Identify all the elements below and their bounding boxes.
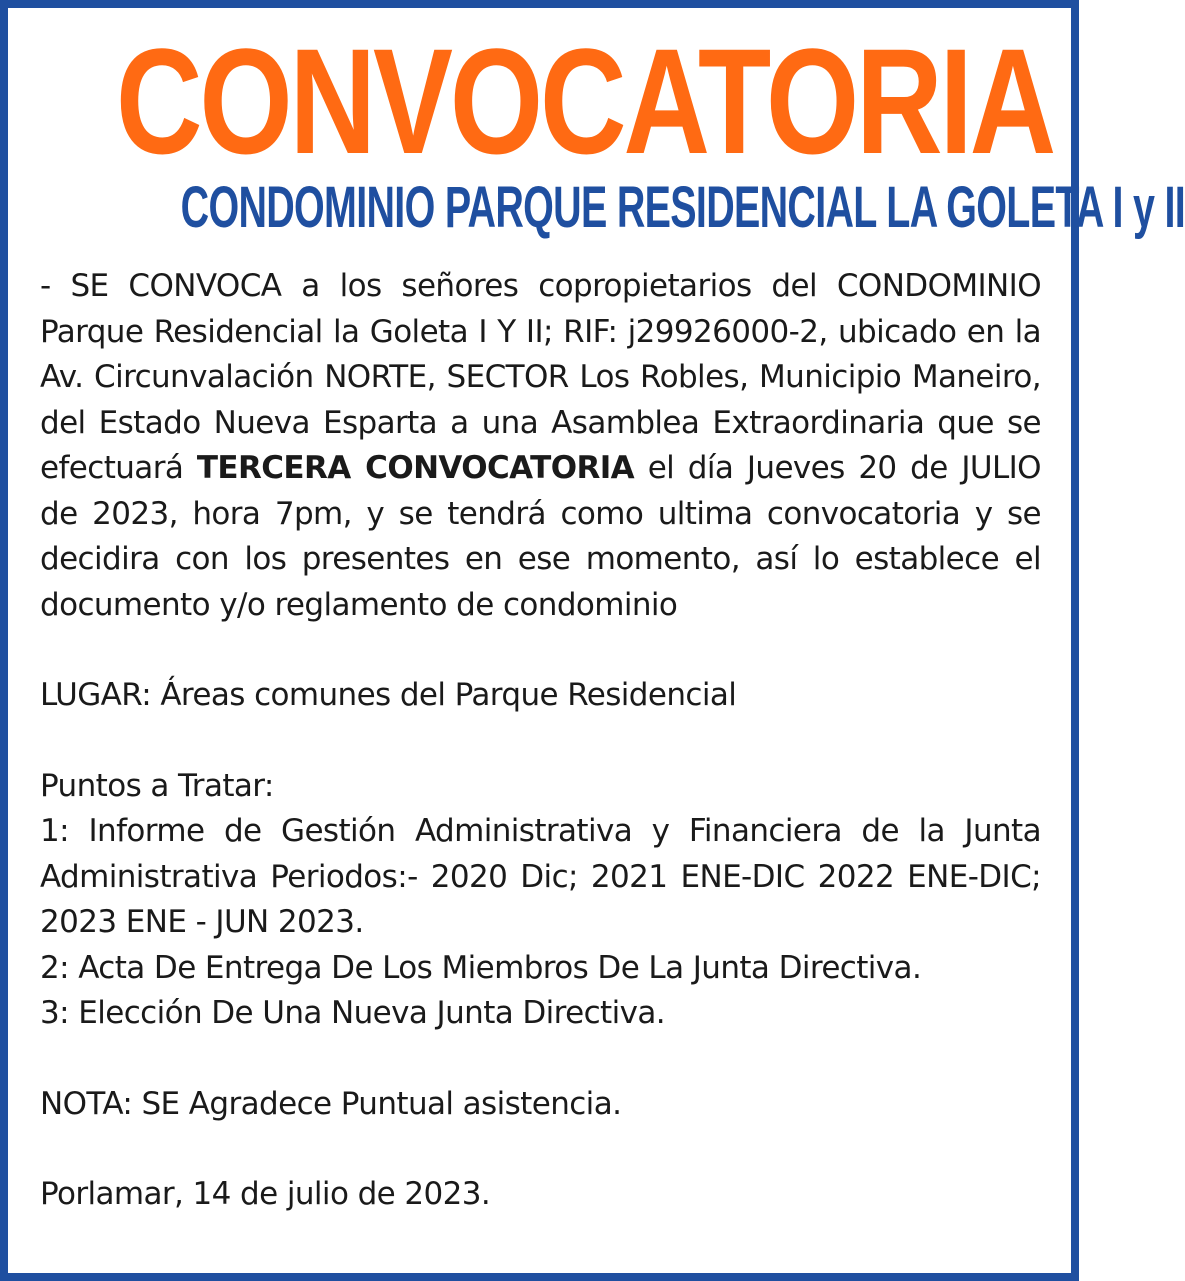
page-subtitle: CONDOMINIO PARQUE RESIDENCIAL LA GOLETA I y II (180, 175, 1185, 240)
intro-bold-text: TERCERA CONVOCATORIA (196, 450, 635, 486)
intro-text-part1: - SE CONVOCA a los señores copropietarios del CONDOMINIO Parque Residencial la Goleta I Y II; RIF: j29926000-2, ubicado en la Av. Circunvalación NORTE, SECTOR Los Robles, Municipio Maneiro, del Estado Nueva Esparta a una Asamblea Extraordinaria que se efectuará (40, 268, 1041, 486)
lugar-line: LUGAR: Áreas comunes del Parque Residencial (40, 677, 737, 713)
puntos-item-3: 3: Elección De Una Nueva Junta Directiva. (40, 995, 666, 1031)
date-signature-line: Porlamar, 14 de julio de 2023. (40, 1176, 491, 1212)
intro-text-part2: el día Jueves 20 de JULIO de 2023, hora 7pm, y se tendrá como ultima convocatoria y se decidira con los presentes en ese momento, así lo establece el documento y/o reglamento de condominio (40, 450, 1041, 623)
puntos-item-2: 2: Acta De Entrega De Los Miembros De La Junta Directiva. (40, 949, 922, 986)
nota-line: NOTA: SE Agradece Puntual asistencia. (40, 1085, 622, 1122)
puntos-item-1: 1: Informe de Gestión Administrativa y Financiera de la Junta Administrativa Periodos:- 2020 Dic; 2021 ENE-DIC 2022 ENE-DIC; 2023 ENE - JUN 2023. (40, 813, 1041, 940)
announcement-body (40, 264, 1041, 1218)
page-title: CONVOCATORIA (115, 17, 1054, 185)
intro-paragraph (40, 264, 1041, 628)
puntos-heading: Puntos a Tratar: (40, 767, 274, 804)
